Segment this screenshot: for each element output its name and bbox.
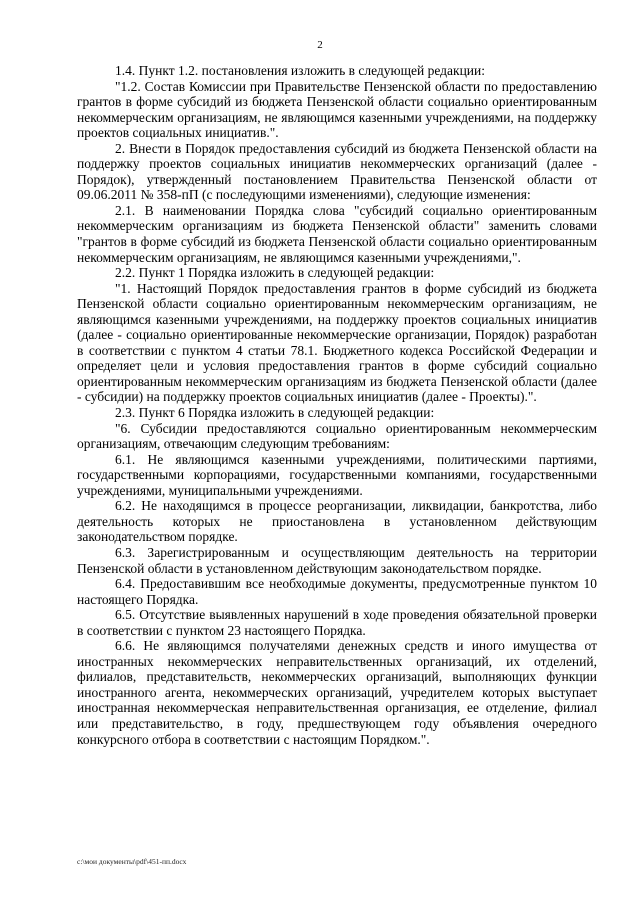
document-body (77, 63, 597, 747)
paragraph-6-6: 6.6. Не являющимся получателями денежных средств и иного имущества от иностранных некоммерческих неправительственных организаций, их отделений, филиалов, представительств, некоммерческих организаций, выполняющих функции иностранного агента, некоммерческих организаций, учредителем которых выступает иностранная некоммерческая неправительственная организация, ее отделение, филиал или представительство, в году, предшествующем году объявления очередного конкурсного отбора в соответствии с настоящим Порядком.". (77, 638, 597, 747)
paragraph-6-1: 6.1. Не являющимся казенными учреждениями, политическими партиями, государственными корпорациями, государственными компаниями, государственными учреждениями, муниципальными учреждениями. (77, 451, 597, 498)
paragraph-2-amend-order: 2. Внести в Порядок предоставления субсидий из бюджета Пензенской области на поддержку проектов социальных инициатив некоммерческих организаций (далее - Порядок), утвержденный постановлением Правительства Пензенской области от 09.06.2011 № 358-пП (с последующими изменениями), следующие изменения: (77, 140, 597, 203)
paragraph-1-2-commission: "1.2. Состав Комиссии при Правительстве Пензенской области по предоставлению грантов в форме субсидий из бюджета Пензенской области социально ориентированным некоммерческим организациям, не являющимся казенными учреждениями, на поддержку проектов социальных инициатив.". (77, 78, 597, 141)
paragraph-order-point-6: "6. Субсидии предоставляются социально ориентированным некоммерческим организациям, отвечающим следующим требованиям: (77, 420, 597, 452)
paragraph-1-4: 1.4. Пункт 1.2. постановления изложить в следующей редакции: (115, 63, 486, 78)
page-number: 2 (317, 39, 323, 51)
paragraph-2-3: 2.3. Пункт 6 Порядка изложить в следующей редакции: (115, 405, 435, 421)
paragraph-6-4: 6.4. Предоставившим все необходимые документы, предусмотренные пунктом 10 настоящего Порядка. (77, 576, 597, 607)
paragraph-6-2: 6.2. Не находящимся в процессе реорганизации, ликвидации, банкротства, либо деятельность которых не приостановлена в установленном действующим законодательством порядке. (77, 498, 597, 545)
paragraph-6-3: 6.3. Зарегистрированным и осуществляющим деятельность на территории Пензенской области в установленном действующим законодательством порядке. (77, 544, 597, 576)
paragraph-2-2: 2.2. Пункт 1 Порядка изложить в следующей редакции: (115, 265, 435, 281)
paragraph-order-point-1: "1. Настоящий Порядок предоставления грантов в форме субсидий из бюджета Пензенской области социально ориентированным некоммерческим организациям, не являющимся казенными учреждениями, на поддержку проектов социальных инициатив (далее - социально ориентированные некоммерческие организации, Порядок) разработан в соответствии с пунктом 4 статьи 78.1. Бюджетного кодекса Российской Федерации и определяет цели и условия предоставления грантов в форме субсидий социально ориентированным некоммерческим организациям из бюджета Пензенской области (далее - субсидии) на поддержку проектов социальных инициатив (далее - Проекты).". (77, 280, 597, 405)
paragraph-6-5: 6.5. Отсутствие выявленных нарушений в ходе проведения обязательной проверки в соответствии с пунктом 23 настоящего Порядка. (77, 607, 597, 638)
paragraph-2-1: 2.1. В наименовании Порядка слова "субсидий социально ориентированным некоммерческим организациям из бюджета Пензенской области" заменить словами "грантов в форме субсидий из бюджета Пензенской области социально ориентированным некоммерческим организациям, не являющимся казенными учреждениями,". (77, 202, 597, 265)
footer-file-path: c:\мои документы\pdf\451-пп.docx (77, 857, 187, 866)
